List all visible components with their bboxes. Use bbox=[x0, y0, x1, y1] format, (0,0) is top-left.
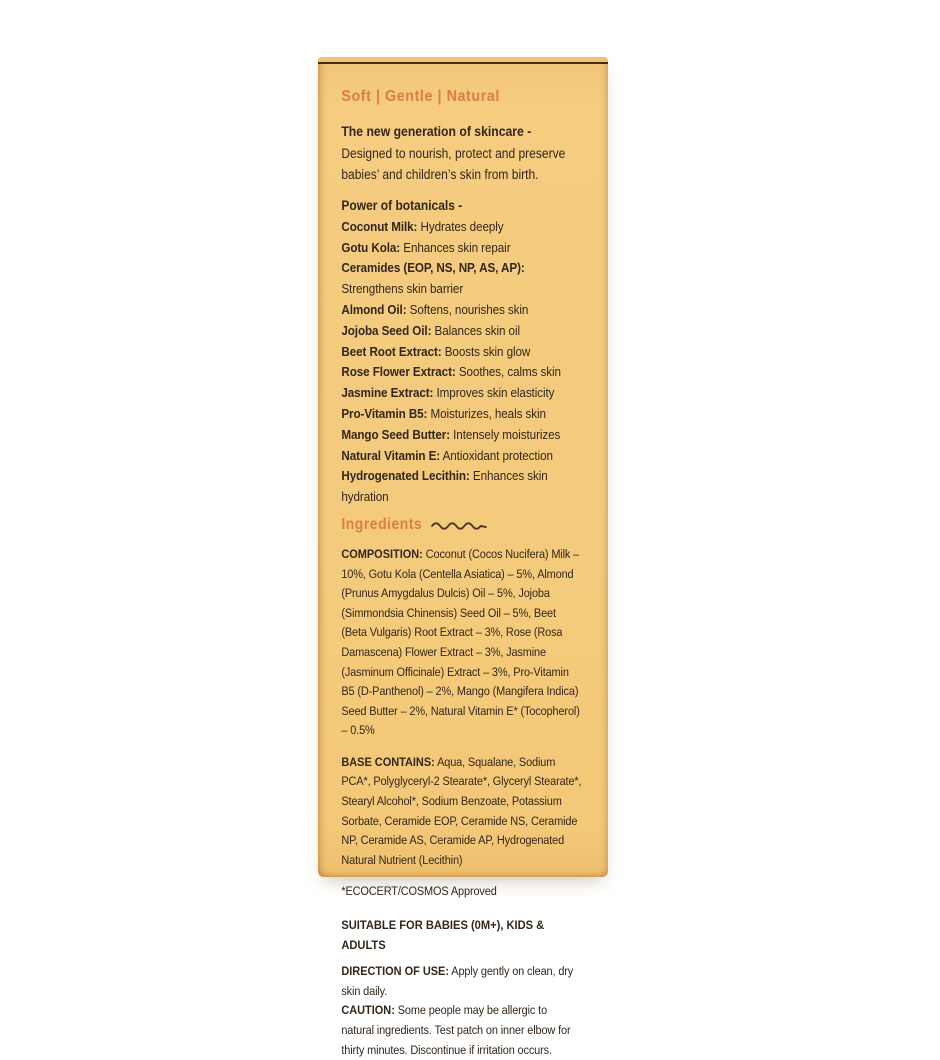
botanical-item bbox=[341, 342, 582, 363]
botanical-name: Rose Flower Extract: bbox=[341, 364, 456, 380]
composition-paragraph bbox=[341, 545, 582, 741]
botanical-benefit: Boosts skin glow bbox=[444, 343, 531, 359]
base-contains-text: Aqua, Squalane, Sodium PCA*, Polyglyceryl-2 Stearate*, Glyceryl Stearate*, Stearyl Alcohol*, Sodium Benzoate, Potassium Sorbate, Ceramide EOP, Ceramide NS, Ceramide NP, Ceramide AS, Ceramide AP, Hydrogenated Natural Nutrient (Lecithin) bbox=[341, 754, 582, 867]
base-contains-label: BASE CONTAINS: bbox=[341, 754, 435, 769]
botanicals-list bbox=[341, 217, 582, 508]
botanical-name: Hydrogenated Lecithin: bbox=[341, 468, 470, 484]
intro-body: Designed to nourish, protect and preserve babies’ and children’s skin from birth. bbox=[341, 146, 566, 182]
direction-label: DIRECTION OF USE: bbox=[341, 964, 449, 979]
botanical-item bbox=[341, 258, 582, 300]
botanical-benefit: Strengthens skin barrier bbox=[341, 281, 464, 297]
composition-text: Coconut (Cocos Nucifera) Milk – 10%, Gotu Kola (Centella Asiatica) – 5%, Almond (Prunus Amygdalus Dulcis) Oil – 5%, Jojoba (Simmondsia Chinensis) Seed Oil – 5%, Beet (Beta Vulgaris) Root Extract – 3%, Rose (Rosa Damascena) Flower Extract – 3%, Jasmine (Jasminum Officinale) Extract – 3%, Pro-Vitamin B5 (D-Panthenol) – 2%, Mango (Mangifera Indica) Seed Butter – 2%, Natural Vitamin E* (Tocopherol) – 0.5% bbox=[341, 546, 580, 738]
panel-content bbox=[318, 64, 582, 1060]
botanical-benefit: Enhances skin repair bbox=[403, 239, 511, 255]
botanical-name: Pro-Vitamin B5: bbox=[341, 405, 428, 421]
botanical-name: Jojoba Seed Oil: bbox=[341, 322, 432, 338]
intro-heading: The new generation of skincare - bbox=[341, 124, 532, 139]
caution bbox=[341, 1001, 582, 1060]
botanical-item bbox=[341, 404, 582, 425]
botanical-benefit: Softens, nourishes skin bbox=[409, 301, 529, 317]
botanical-benefit: Antioxidant protection bbox=[442, 447, 553, 463]
botanical-item bbox=[341, 466, 582, 508]
botanical-name: Mango Seed Butter: bbox=[341, 426, 450, 442]
ingredients-heading-row bbox=[341, 516, 582, 534]
botanicals-heading: Power of botanicals - bbox=[341, 198, 463, 213]
direction-text: Apply gently on clean, dry skin daily. bbox=[341, 964, 574, 998]
squiggle-underline-icon bbox=[430, 520, 487, 532]
botanical-benefit: Moisturizes, heals skin bbox=[430, 405, 546, 421]
direction-of-use bbox=[341, 962, 582, 1001]
botanical-benefit: Improves skin elasticity bbox=[436, 385, 555, 401]
product-box-back-panel bbox=[318, 57, 608, 1057]
caution-text: Some people may be allergic to natural ingredients. Test patch on inner elbow for thirty minutes. Discontinue if irritation occurs. bbox=[341, 1003, 571, 1057]
tagline: Soft | Gentle | Natural bbox=[341, 88, 500, 105]
botanical-benefit: Enhances skin hydration bbox=[341, 468, 548, 505]
botanical-item bbox=[341, 217, 582, 238]
botanical-benefit: Balances skin oil bbox=[434, 322, 520, 338]
botanical-item bbox=[341, 425, 582, 446]
botanical-name: Ceramides (EOP, NS, NP, AS, AP): bbox=[341, 260, 525, 276]
suitability-line: SUITABLE FOR BABIES (0M+), KIDS & ADULTS bbox=[341, 918, 545, 952]
botanical-name: Gotu Kola: bbox=[341, 239, 401, 255]
botanical-item bbox=[341, 383, 582, 404]
base-contains-paragraph bbox=[341, 753, 582, 871]
botanical-name: Coconut Milk: bbox=[341, 218, 418, 234]
caution-label: CAUTION: bbox=[341, 1003, 395, 1018]
botanical-benefit: Hydrates deeply bbox=[420, 218, 504, 234]
botanical-item bbox=[341, 446, 582, 467]
botanical-name: Natural Vitamin E: bbox=[341, 447, 441, 463]
box-top-edge bbox=[318, 57, 608, 64]
botanical-name: Jasmine Extract: bbox=[341, 385, 434, 401]
ecocert-note: *ECOCERT/COSMOS Approved bbox=[341, 884, 497, 899]
botanical-item bbox=[341, 300, 582, 321]
botanical-item bbox=[341, 321, 582, 342]
botanical-benefit: Intensely moisturizes bbox=[453, 426, 561, 442]
botanical-benefit: Soothes, calms skin bbox=[458, 364, 561, 380]
botanical-name: Almond Oil: bbox=[341, 301, 407, 317]
botanical-item bbox=[341, 238, 582, 259]
composition-label: COMPOSITION: bbox=[341, 546, 423, 561]
ingredients-heading: Ingredients bbox=[341, 515, 423, 533]
botanical-name: Beet Root Extract: bbox=[341, 343, 442, 359]
botanical-item bbox=[341, 362, 582, 383]
